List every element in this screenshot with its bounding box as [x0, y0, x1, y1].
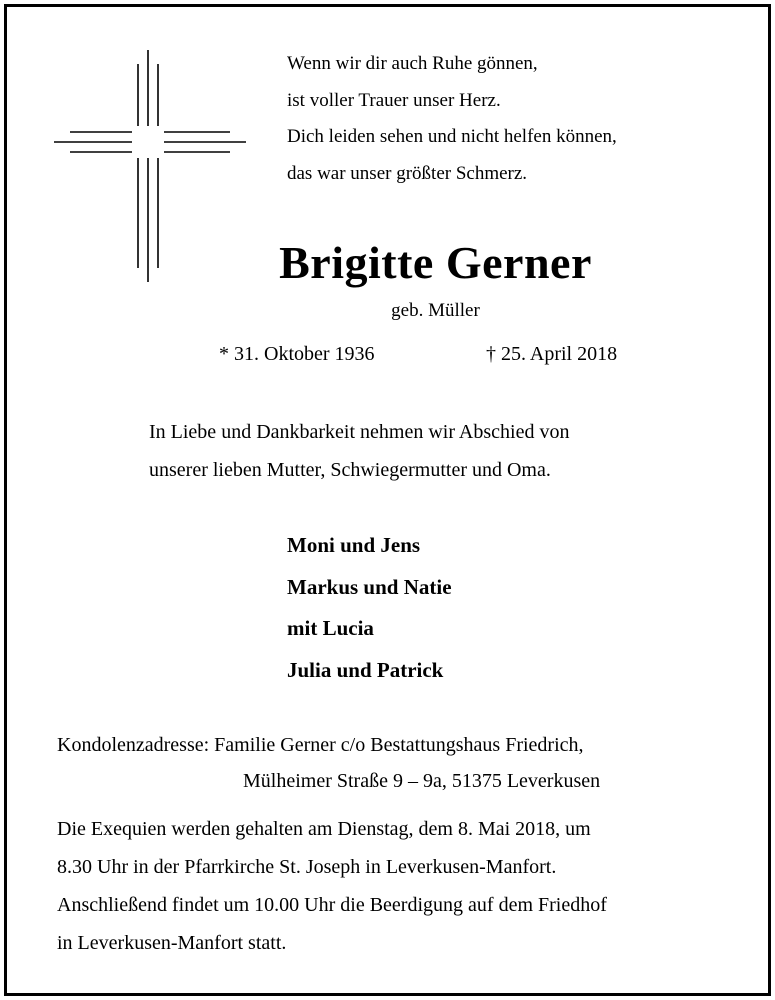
condolence-line: Kondolenzadresse: Familie Gerner c/o Bestattungshaus Friedrich, [57, 734, 584, 756]
service-line: in Leverkusen-Manfort statt. [57, 932, 287, 954]
condolence-address [57, 727, 747, 799]
maiden-name: geb. Müller [391, 300, 480, 321]
poem [287, 46, 747, 192]
service-line: 8.30 Uhr in der Pfarrkirche St. Joseph in Leverkusen-Manfort. [57, 856, 557, 878]
service-line: Anschließend findet um 10.00 Uhr die Beerdigung auf dem Friedhof [57, 894, 607, 916]
death-date: † 25. April 2018 [486, 343, 618, 365]
farewell-line: In Liebe und Dankbarkeit nehmen wir Abschied von [149, 421, 570, 443]
birth-date: * 31. Oktober 1936 [219, 343, 375, 365]
poem-line: Dich leiden sehen und nicht helfen können, [287, 126, 617, 147]
family-member: Markus und Natie [287, 574, 452, 599]
service-info [57, 810, 747, 962]
farewell-line: unserer lieben Mutter, Schwiegermutter und Oma. [149, 459, 551, 481]
poem-line: Wenn wir dir auch Ruhe gönnen, [287, 53, 538, 74]
farewell-text [149, 413, 709, 489]
poem-line: ist voller Trauer unser Herz. [287, 89, 501, 111]
family-member: Moni und Jens [287, 533, 421, 557]
family-names [287, 525, 452, 691]
poem-line: das war unser größter Schmerz. [287, 162, 528, 184]
deceased-name: Brigitte Gerner [279, 237, 592, 288]
condolence-line: Mülheimer Straße 9 – 9a, 51375 Leverkusen [243, 770, 601, 792]
family-member: Julia und Patrick [287, 657, 444, 682]
family-member: mit Lucia [287, 616, 374, 640]
service-line: Die Exequien werden gehalten am Dienstag, dem 8. Mai 2018, um [57, 818, 591, 840]
